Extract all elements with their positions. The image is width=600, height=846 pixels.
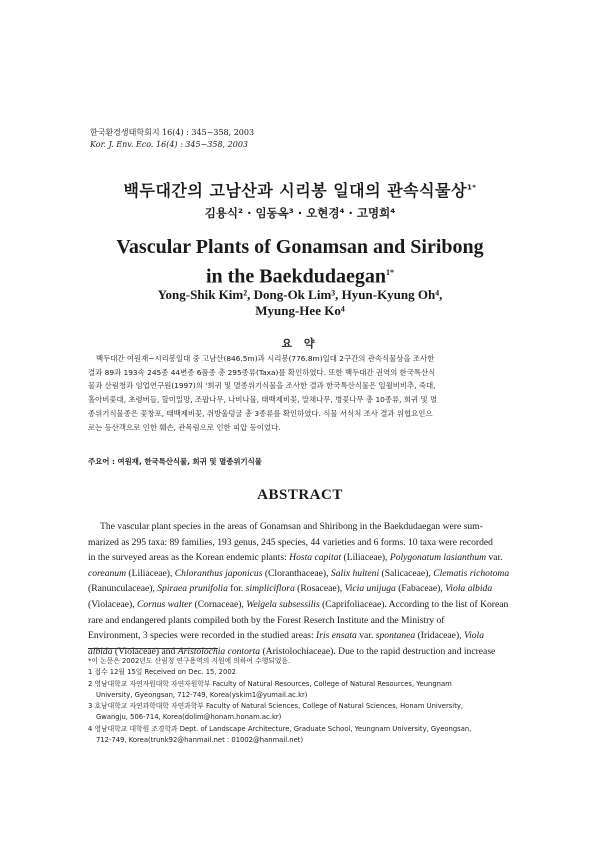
- text-run: (Liliaceae),: [341, 552, 390, 564]
- journal-citation-ko: 한국환경생태학회지 16(4) : 345~358, 2003: [90, 128, 255, 137]
- text-run: Environment, 3 species were recorded in the studied areas:: [88, 630, 317, 642]
- footnote: 4 영남대학교 대학원 조경학과 Dept. of Landscape Architecture, Graduate School, Yeungnam University, Gyeongsan,: [88, 724, 472, 733]
- species-name: Spiraea prunifolia: [157, 583, 228, 595]
- text-run: (Violaceae),: [88, 598, 137, 610]
- english-abstract-line: [88, 597, 518, 613]
- text-run: (Cornaceae),: [192, 598, 247, 610]
- text-run: (Liliaceae),: [126, 567, 175, 579]
- korean-abstract-line: 로는 등산객으로 인한 훼손, 관목림으로 인한 피압 등이었다.: [88, 422, 281, 432]
- authors-english-line-2: Myung-Hee Ko⁴: [255, 303, 345, 318]
- text-run: (Caprifoliaceae). According to the list of Korean: [319, 598, 509, 610]
- text-run: (Rosaceae),: [294, 583, 345, 595]
- english-abstract-line: [88, 566, 518, 582]
- text-run: (Violaceae) and: [112, 645, 178, 657]
- footnote-continuation: Gwangju, 506-714, Korea(dolim@honam.honam.ac.kr): [96, 713, 282, 722]
- title-korean-superscript: 1*: [466, 183, 477, 192]
- english-abstract: [88, 519, 518, 659]
- korean-abstract-line: 백두대간 여원재~시리봉일대 중 고남산(846.5m)과 시리봉(776.8m)일대 2구간의 관속식물상을 조사한: [96, 354, 435, 363]
- footnote-continuation: University, Gyeongsan, 712-749, Korea(yskim1@yumail.ac.kr): [96, 690, 308, 699]
- title-english-line-2-text: in the Baekdudaegan: [205, 265, 387, 288]
- species-name: spontanea: [375, 630, 416, 642]
- species-name: Aristolochia contorta: [177, 645, 261, 657]
- text-run: (Ranunculaceae),: [88, 583, 158, 595]
- authors-english-line-1: Yong-Shik Kim², Dong-Ok Lim³, Hyun-Kyung Oh⁴,: [157, 287, 443, 302]
- title-korean-text: 백두대간의 고남산과 시리봉 일대의 관속식물상: [123, 181, 467, 200]
- text-run: (Cloranthaceae),: [262, 567, 331, 579]
- text-run: var.: [356, 630, 376, 642]
- footnotes: [88, 656, 528, 746]
- korean-abstract: [88, 352, 518, 434]
- english-abstract-line: [88, 628, 518, 644]
- species-name: Weigela subsessilis: [246, 598, 320, 610]
- footnote: 2 영남대학교 자연자원대학 자연자원학부 Faculty of Natural Resources, College of Natural Resources, Yeungnam: [88, 679, 452, 688]
- species-name: coreanum: [88, 567, 127, 579]
- english-abstract-line: [88, 581, 518, 597]
- korean-abstract-line: 홀아비꽃대, 초령버들, 할미밀망, 조팝나무, 나비나물, 태백제비꽃, 말채나무, 병꽃나무 총 10종류, 희귀 및 멸: [88, 395, 438, 405]
- text-run: var.: [486, 552, 503, 564]
- authors-english: [0, 287, 600, 319]
- species-name: Iris ensata: [316, 630, 357, 642]
- title-english-line-2: [0, 260, 600, 290]
- title-english-superscript: 1*: [386, 268, 395, 277]
- species-name: Salix hulteni: [330, 567, 380, 579]
- footnote-divider: [88, 648, 218, 649]
- text-run: for.: [227, 583, 246, 595]
- korean-abstract-line: 결과 89과 193속 245종 44변종 6품종 총 295종류(Taxa)를 확인하였다. 또한 백두대간 권역의 한국특산식: [88, 367, 436, 377]
- english-abstract-line: rare and endangered plants compiled both by the Forest Reserch Institute and the Ministry of: [88, 614, 445, 626]
- english-abstract-line: marized as 295 taxa: 89 families, 193 genus, 245 species, 44 varieties and 6 forms. 10 taxa were recorded: [88, 536, 493, 548]
- species-name: Viola albida: [445, 583, 493, 595]
- species-name: Vicia unijuga: [344, 583, 396, 595]
- species-name: Viola: [463, 630, 485, 642]
- title-korean: [0, 178, 600, 201]
- korean-abstract-line: 종위기식물종은 꽃창포, 태백제비꽃, 쥐방울덩굴 총 3종류를 확인하였다. 식물 서식처 조사 결과 위협요인으: [88, 408, 433, 418]
- footnote: 3 호남대학교 자연과학대학 자연과학부 Faculty of Natural Sciences, College of Natural Sciences, Honam University,: [88, 702, 464, 711]
- english-abstract-line: The vascular plant species in the areas of Gonamsan and Shiribong in the Baekdudaegan were sum-: [100, 521, 483, 532]
- text-run: in the surveyed areas as the Korean endemic plants:: [88, 552, 290, 564]
- species-name: Polygonatum lasianthum: [389, 552, 487, 564]
- species-name: albida: [88, 645, 113, 657]
- text-run: (Iridaceae),: [415, 630, 464, 642]
- korean-abstract-line: 물과 산림청과 임업연구원(1997)의 '희귀 및 멸종위기식물을 조사한 결과 한국특산식물은 일월비비추, 죽대,: [88, 381, 436, 391]
- footnote-continuation: 712-749, Korea(trunk92@hanmail.net : 01002@hanmail.net): [96, 736, 304, 745]
- footnote: *이 논문은 2002년도 산림청 연구용역의 지원에 의하여 수행되었음.: [88, 657, 291, 665]
- english-abstract-heading: ABSTRACT: [257, 487, 343, 503]
- journal-citation: [90, 127, 254, 151]
- species-name: simpliciflora: [245, 583, 295, 595]
- species-name: Chloranthus japonicus: [174, 567, 263, 579]
- text-run: (Salicaceae),: [379, 567, 434, 579]
- korean-keywords: 주요어 : 여원재, 한국특산식물, 희귀 및 멸종위기식물: [88, 457, 262, 466]
- species-name: Clematis richotoma: [433, 567, 510, 579]
- authors-korean: 김용식² · 임동옥³ · 오현경⁴ · 고명희⁴: [204, 206, 396, 220]
- species-name: Hosta capitat: [289, 552, 342, 564]
- korean-abstract-heading: 요 약: [281, 337, 319, 350]
- title-english-line-1: Vascular Plants of Gonamsan and Siribong: [116, 236, 484, 258]
- english-abstract-line: [88, 550, 518, 566]
- text-run: (Fabaceae),: [395, 583, 446, 595]
- species-name: Cornus walter: [136, 598, 193, 610]
- journal-citation-en: Kor. J. Env. Eco. 16(4) : 345~358, 2003: [90, 140, 248, 149]
- title-english: [0, 235, 600, 290]
- footnote: 1 접수 12월 15일 Received on Dec. 15, 2002: [88, 668, 236, 677]
- text-run: (Aristolochiaceae). Due to the rapid destruction and increase: [260, 645, 496, 657]
